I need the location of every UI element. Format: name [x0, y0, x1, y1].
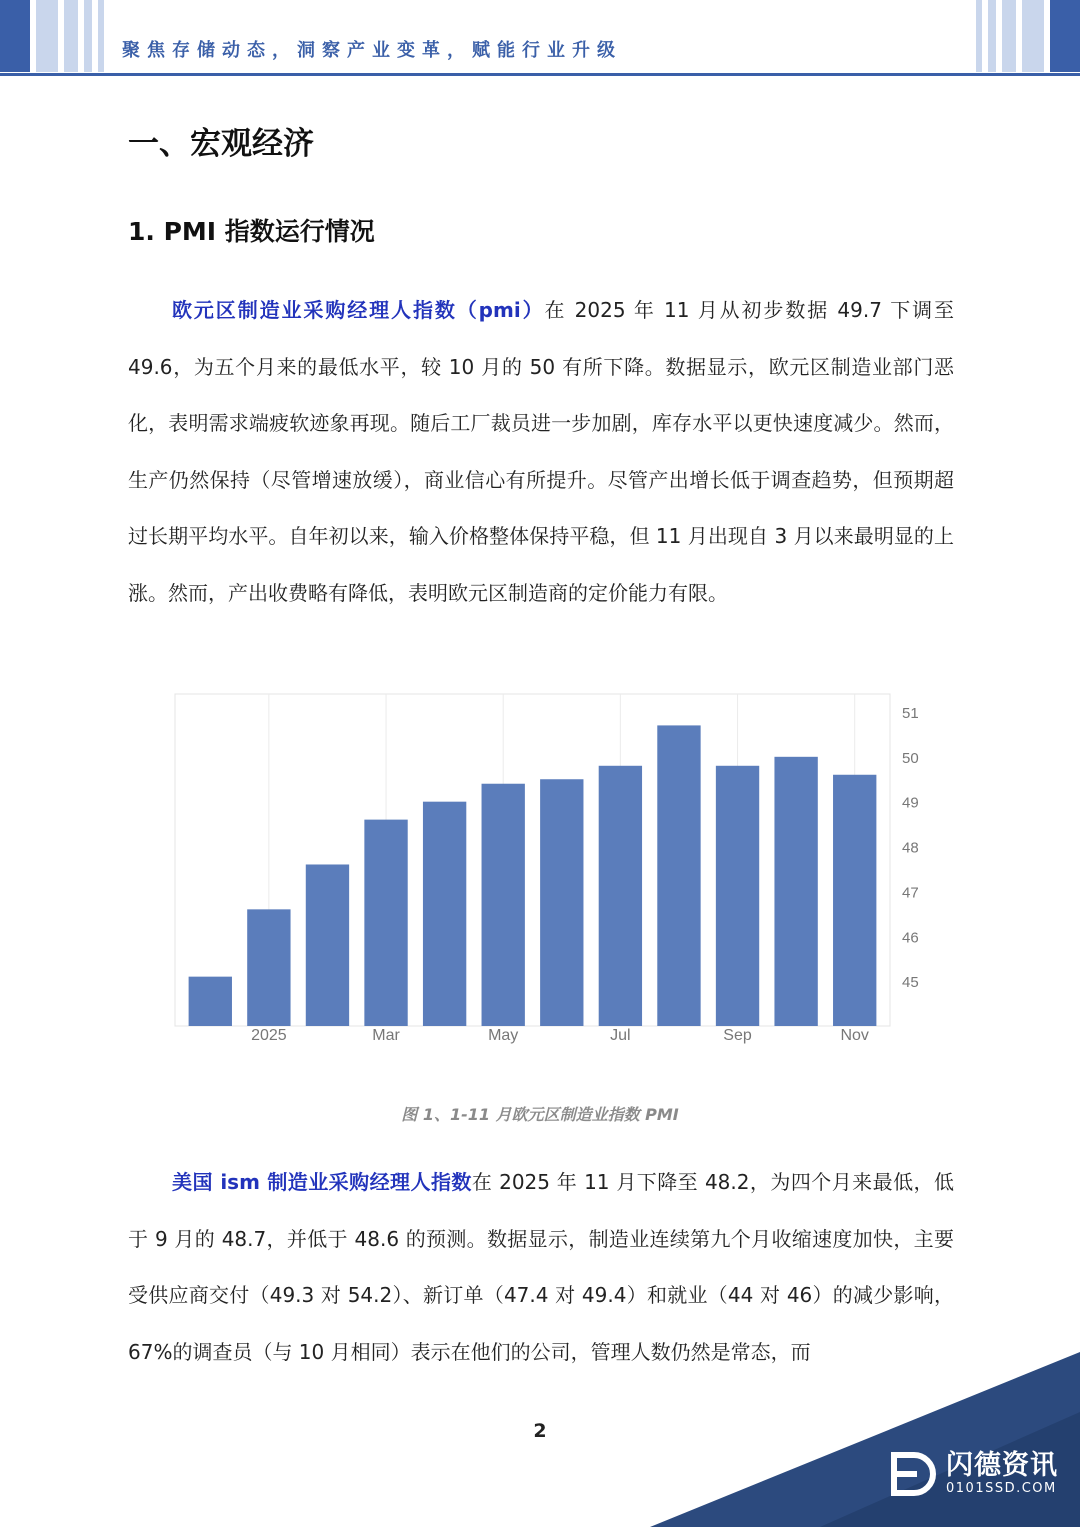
- eurozone-pmi-keyword: 欧元区制造业采购经理人指数（pmi）: [172, 298, 545, 322]
- chart-bar-may: [482, 784, 525, 1026]
- header-rule: [0, 73, 1080, 76]
- paragraph-us-ism: [128, 1154, 954, 1380]
- chart-x-tick-label: May: [488, 1027, 519, 1044]
- header-slogan: 聚焦存储动态，洞察产业变革，赋能行业升级: [122, 40, 622, 61]
- paragraph-eurozone-pmi: [128, 282, 954, 621]
- chart-bar-dec: [189, 977, 232, 1026]
- brand-logo: [890, 1451, 1058, 1497]
- chart-y-tick-label: 49: [902, 794, 919, 812]
- pmi-chart-svg: [144, 690, 926, 1062]
- chart-y-tick-label: 48: [902, 839, 919, 857]
- chart-x-tick-label: 2025: [251, 1027, 287, 1044]
- chart-y-tick-label: 46: [902, 929, 919, 947]
- chart-bar-jul: [599, 766, 642, 1026]
- chart-x-tick-label: Mar: [372, 1027, 400, 1044]
- chart-y-tick-label: 47: [902, 884, 919, 902]
- chart-bar-apr: [423, 802, 466, 1026]
- logo-url: 0101SSD.COM: [946, 1481, 1057, 1496]
- chart-bar-feb: [306, 864, 349, 1026]
- chart-bar-jun: [540, 779, 583, 1026]
- page-number: 2: [533, 1420, 547, 1442]
- chart-x-tick-label: Nov: [840, 1027, 869, 1044]
- us-ism-keyword: 美国 ism 制造业采购经理人指数: [172, 1170, 472, 1194]
- section-title: 一、宏观经济: [128, 126, 314, 162]
- chart-y-tick-label: 50: [902, 749, 919, 767]
- chart-y-tick-label: 45: [902, 974, 919, 992]
- header-decoration-right: [976, 0, 1080, 72]
- chart-bar-aug: [657, 725, 700, 1026]
- figure-caption: 图 1、1-11 月欧元区制造业指数 PMI: [401, 1105, 679, 1124]
- eurozone-pmi-text: 在 2025 年 11 月从初步数据 49.7 下调至 49.6，为五个月来的最低水平，较 10 月的 50 有所下降。数据显示，欧元区制造业部门恶化，表明需求端疲软迹象再现。随后工厂裁员进一步加剧，库存水平以更快速度减少。然而，生产仍然保持（尽管增速放缓），商业信心有所提升。尽管产出增长低于调查趋势，但预期超过长期平均水平。自年初以来，输入价格整体保持平稳，但 11 月出现自 3 月以来最明显的上涨。然而，产出收费略有降低，表明欧元区制造商的定价能力有限。: [128, 298, 954, 605]
- chart-y-tick-label: 51: [902, 704, 919, 722]
- chart-bar-nov: [833, 775, 876, 1026]
- header-decoration-left: [0, 0, 110, 72]
- chart-bar-sep: [716, 766, 759, 1026]
- footer-corner-decoration: [650, 1352, 1080, 1527]
- chart-x-tick-label: Jul: [610, 1027, 631, 1044]
- chart-bar-mar: [364, 820, 407, 1026]
- section-subtitle: 1. PMI 指数运行情况: [128, 217, 375, 246]
- chart-bar-jan: [247, 909, 290, 1026]
- chart-bar-oct: [774, 757, 817, 1026]
- logo-name: 闪德资讯: [946, 1450, 1058, 1481]
- chart-x-tick-label: Sep: [723, 1027, 752, 1044]
- pmi-chart: [144, 690, 926, 1062]
- us-ism-text: 在 2025 年 11 月下降至 48.2，为四个月来最低，低于 9 月的 48.7，并低于 48.6 的预测。数据显示，制造业连续第九个月收缩速度加快，主要受供应商交付（49.3 对 54.2）、新订单（47.4 对 49.4）和就业（44 对 46）的减少影响，67%的调查员（与 10 月相同）表示在他们的公司，管理人数仍然是常态，而: [128, 1170, 954, 1364]
- logo-mark-icon: [890, 1452, 936, 1496]
